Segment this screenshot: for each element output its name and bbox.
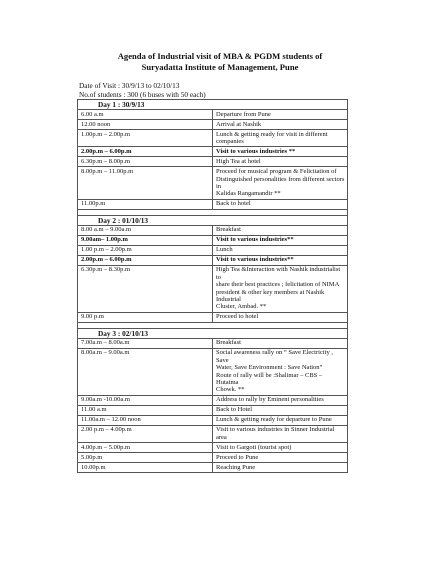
activity-line: Departure from Pune	[216, 110, 271, 118]
agenda-activity	[213, 443, 348, 453]
agenda-activity	[213, 463, 348, 473]
agenda-row	[78, 245, 348, 255]
agenda-time: 2.00p.m – 6.00p.m	[78, 147, 213, 157]
agenda-activity	[213, 348, 348, 395]
agenda-activity	[213, 120, 348, 130]
activity-line: Lunch	[216, 246, 233, 254]
activity-line: Lunch & getting ready for visit in different	[216, 130, 328, 138]
agenda-activity	[213, 395, 348, 405]
students-count: No.of students : 300 (6 buses with 50 each)	[79, 90, 206, 99]
agenda-row	[78, 453, 348, 463]
day-header-row	[78, 215, 348, 225]
document-title-line1: Agenda of Industrial visit of MBA & PGDM students of	[117, 51, 323, 61]
agenda-row	[78, 348, 348, 395]
activity-line: Visit to Gargoti (tourist spot)	[216, 443, 292, 451]
agenda-activity	[213, 453, 348, 463]
agenda-row	[78, 130, 348, 147]
activity-line: Distinguished personalities from different sectors in	[216, 175, 345, 191]
day-label: Day 1 : 30/9/13	[78, 100, 348, 110]
agenda-activity	[213, 265, 348, 312]
activity-line: Proceed to Pune	[216, 453, 259, 461]
agenda-row	[78, 225, 348, 235]
agenda-row	[78, 265, 348, 312]
agenda-activity	[213, 245, 348, 255]
agenda-time: 7.00a.m – 8.00a.m	[78, 338, 213, 348]
activity-line: Breakfast	[216, 339, 241, 347]
activity-line: Back to hotel	[216, 200, 251, 208]
agenda-activity	[213, 338, 348, 348]
activity-line: Chowk. **	[216, 386, 245, 394]
activity-line: Address to rally by Eminent personalities	[216, 396, 324, 404]
agenda-activity	[213, 415, 348, 425]
agenda-row	[78, 415, 348, 425]
agenda-row	[78, 338, 348, 348]
agenda-row	[78, 405, 348, 415]
agenda-time: 10.00p.m	[78, 463, 213, 473]
agenda-row	[78, 395, 348, 405]
agenda-activity	[213, 130, 348, 147]
agenda-time: 4.00p.m – 5.00p.m	[78, 443, 213, 453]
agenda-time: 1.00 p.m – 2.00p.m	[78, 245, 213, 255]
agenda-row	[78, 443, 348, 453]
day-header-row	[78, 328, 348, 338]
date-of-visit: Date of Visit : 30/9/13 to 02/10/13	[79, 81, 180, 90]
agenda-time: 8.00p.m – 11.00p.m	[78, 167, 213, 199]
document-title-line2: Suryadatta Institute of Management, Pune	[141, 62, 299, 72]
activity-line: Cluster, Ambad. **	[216, 303, 267, 311]
agenda-time: 2.00p.m – 6.00p.m	[78, 255, 213, 265]
agenda-row	[78, 110, 348, 120]
activity-line: Social awareness rally on “ Save Electricity , Save	[216, 349, 333, 364]
activity-line: Lunch & getting ready for departure to Pune	[216, 416, 332, 424]
agenda-activity	[213, 405, 348, 415]
agenda-activity	[213, 199, 348, 209]
agenda-time: 1.00p.m – 2.00p.m	[78, 130, 213, 147]
agenda-row	[78, 120, 348, 130]
agenda-activity	[213, 235, 348, 245]
agenda-activity	[213, 312, 348, 322]
agenda-row	[78, 235, 348, 245]
agenda-time: 5.00p.m	[78, 453, 213, 463]
activity-line: Kalidas Rangamandir **	[216, 190, 281, 198]
agenda-row	[78, 167, 348, 199]
agenda-time: 11.00p.m	[78, 199, 213, 209]
agenda-time: 11.00 a.m	[78, 405, 213, 415]
agenda-row	[78, 312, 348, 322]
agenda-time: 6.30p.m – 8.30p.m	[78, 265, 213, 312]
day-label: Day 2 : 01/10/13	[78, 215, 348, 225]
agenda-time: 9.00a.m -10.00a.m	[78, 395, 213, 405]
agenda-time: 8.00 a.m – 9.00a.m	[78, 225, 213, 235]
activity-line: Reaching Pune	[216, 463, 256, 471]
activity-line: companies	[216, 138, 244, 146]
agenda-time: 9.00am– 1.00p.m	[78, 235, 213, 245]
agenda-time: 6.30p.m – 8.00p.m	[78, 157, 213, 167]
agenda-time: 11.00a.m – 12.00 noon	[78, 415, 213, 425]
activity-line: Proceed to hotel	[216, 313, 259, 321]
agenda-time: 12.00 noon	[78, 120, 213, 130]
day-label: Day 3 : 02/10/13	[78, 328, 348, 338]
agenda-row	[78, 463, 348, 473]
agenda-table	[77, 99, 348, 473]
agenda-time: 8.00a.m – 9.00a.m	[78, 348, 213, 395]
activity-line: Proceed for musical program & Felicitation of	[216, 168, 337, 176]
agenda-row	[78, 147, 348, 157]
activity-line: Breakfast	[216, 226, 241, 234]
activity-line: High Tea &Interaction with Nashik industrialist to	[216, 266, 341, 281]
agenda-activity	[213, 425, 348, 442]
activity-line: president & other key members at Nashik Industrial	[216, 288, 325, 304]
activity-line: Visit to various industries **	[216, 148, 296, 156]
agenda-activity	[213, 167, 348, 199]
agenda-time: 2.00 p.m – 4.00p.m	[78, 425, 213, 442]
activity-line: share their best practices ; felicitation of NIMA	[216, 281, 340, 289]
agenda-row	[78, 157, 348, 167]
activity-line: Visit to various industries**	[216, 236, 294, 244]
activity-line: Back to Hotel	[216, 406, 253, 414]
agenda-row	[78, 255, 348, 265]
agenda-activity	[213, 110, 348, 120]
agenda-row	[78, 425, 348, 442]
activity-line: High Tea at hotel	[216, 158, 261, 166]
activity-line: Route of rally will be :Shalimar – CBS – Hutatma	[216, 371, 323, 387]
agenda-time: 9.00 p.m	[78, 312, 213, 322]
agenda-activity	[213, 157, 348, 167]
day-header-row	[78, 100, 348, 110]
activity-line: Visit to various industries in Sinner Industrial area	[216, 426, 335, 441]
agenda-activity	[213, 225, 348, 235]
agenda-activity	[213, 147, 348, 157]
agenda-activity	[213, 255, 348, 265]
agenda-time: 6.00 a.m	[78, 110, 213, 120]
activity-line: Water, Save Environment : Save Nation”	[216, 364, 323, 372]
agenda-row	[78, 199, 348, 209]
activity-line: Arrival at Nashik	[216, 120, 262, 128]
activity-line: Visit to various industries**	[216, 256, 294, 264]
